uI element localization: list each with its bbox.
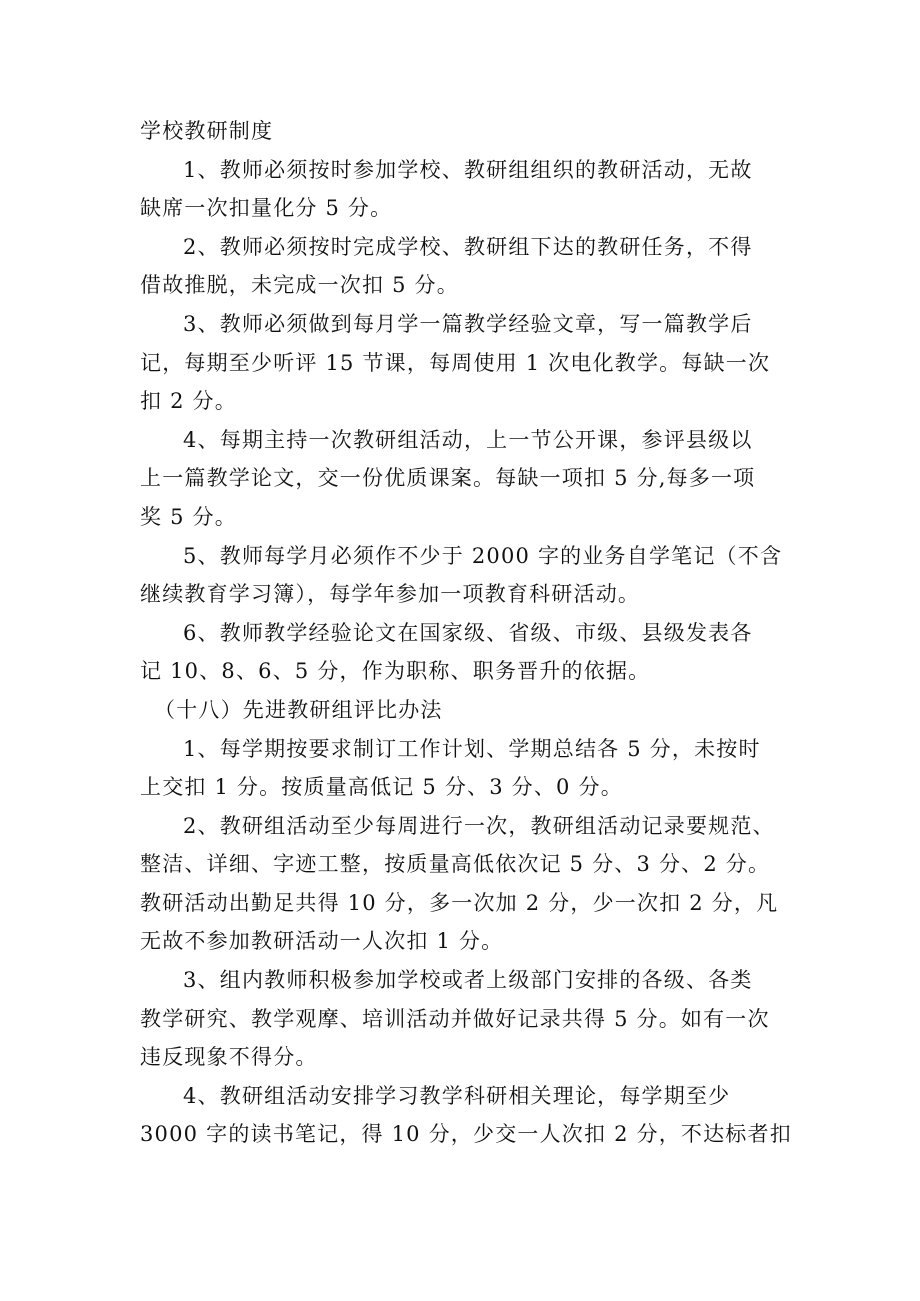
paragraph-line: 上交扣 1 分。按质量高低记 5 分、3 分、0 分。 [140,775,623,800]
paragraph-line: 教研活动出勤足共得 10 分，多一次加 2 分，少一次扣 2 分，凡 [140,890,779,915]
paragraph-line: 借故推脱，未完成一次扣 5 分。 [140,273,459,298]
paragraph-line: 记，每期至少听评 15 节课，每周使用 1 次电化教学。每缺一次 [140,350,771,375]
section-heading: （十八）先进教研组评比办法 [154,697,443,722]
paragraph-line: 4、教研组活动安排学习教学科研相关理论，每学期至少 [183,1083,731,1108]
paragraph-line: 上一篇教学论文，交一份优质课案。每缺一项扣 5 分,每多一项 [140,466,756,491]
document-title: 学校教研制度 [140,119,274,143]
paragraph-line: 5、教师每学月必须作不少于 2000 字的业务自学笔记（不含 [183,543,783,568]
paragraph-line: 4、每期主持一次教研组活动，上一节公开课，参评县级以 [183,427,753,452]
paragraph-line: 奖 5 分。 [140,504,237,529]
paragraph-line: 违反现象不得分。 [140,1045,318,1070]
paragraph-line: 3、组内教师积极参加学校或者上级部门安排的各级、各类 [183,968,753,993]
paragraph-line: 继续教育学习簿），每学年参加一项教育科研活动。 [140,582,641,607]
paragraph-line: 2、教研组活动至少每周进行一次，教研组活动记录要规范、 [183,813,775,838]
document-body [140,151,790,1154]
paragraph-line: 整洁、详细、字迹工整，按质量高低依次记 5 分、3 分、2 分。 [140,852,771,877]
paragraph-line: 记 10、8、6、5 分，作为职称、职务晋升的依据。 [140,659,651,684]
paragraph-line: 6、教师教学经验论文在国家级、省级、市级、县级发表各 [183,620,753,645]
document-page [140,112,790,1154]
paragraph-line: 缺席一次扣量化分 5 分。 [140,196,393,221]
paragraph-line: 2、教师必须按时完成学校、教研组下达的教研任务，不得 [183,234,753,259]
paragraph-line: 教学研究、教学观摩、培训活动并做好记录共得 5 分。如有一次 [140,1006,770,1031]
paragraph-line: 扣 2 分。 [140,389,237,414]
paragraph-line: 3、教师必须做到每月学一篇教学经验文章，写一篇教学后 [183,311,753,336]
paragraph-line: 1、教师必须按时参加学校、教研组组织的教研活动，无故 [183,157,753,182]
paragraph-line: 1、每学期按要求制订工作计划、学期总结各 5 分，未按时 [183,736,761,761]
paragraph-line: 3000 字的读书笔记，得 10 分，少交一人次扣 2 分，不达标者扣 [140,1122,792,1147]
paragraph-line: 无故不参加教研活动一人次扣 1 分。 [140,929,504,954]
